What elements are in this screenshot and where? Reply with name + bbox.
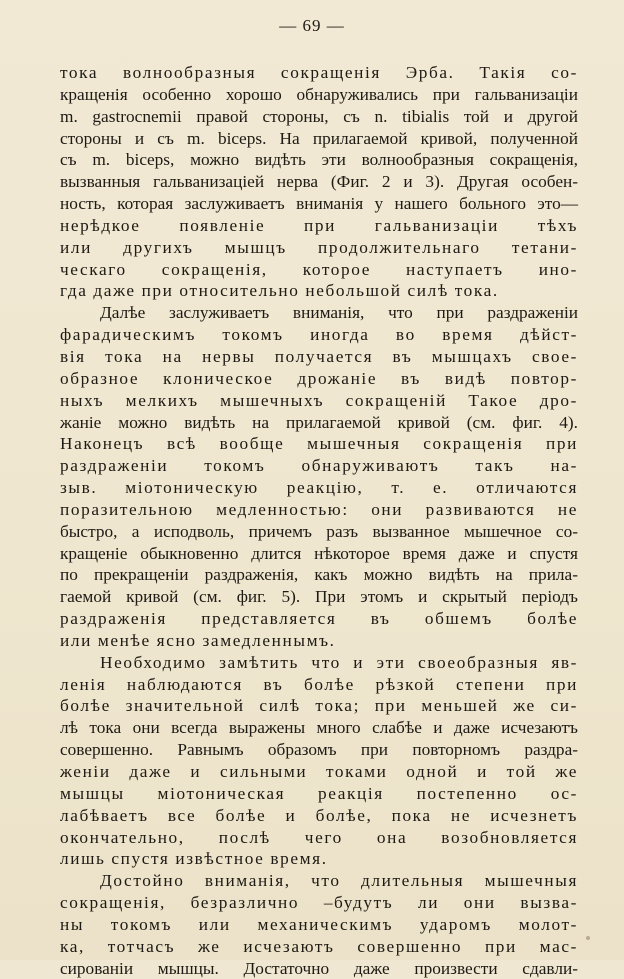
text-line: лѣ тока они всегда выражены много слабѣе и даже исчезаютъ xyxy=(60,718,578,738)
paper-speck xyxy=(586,936,590,940)
text-line: кращенія особенно хорошо обнаруживались при гальванизаціи xyxy=(60,84,578,104)
text-line: зыв. міотоническую реакцію, т. е. отличаются xyxy=(60,478,578,498)
text-line: гда даже при относительно небольшой силѣ тока. xyxy=(60,281,499,301)
text-line: окончательно, послѣ чего она возобновляется xyxy=(60,827,578,847)
text-line: или другихъ мышцъ продолжительнаго тетани- xyxy=(60,237,578,257)
text-line: кращеніе обыкновенно длится нѣкоторое время даже и спустя xyxy=(60,543,578,563)
text-line: сокращенія, безразлично –будутъ ли они вызва- xyxy=(60,893,578,913)
text-line: Далѣе заслуживаетъ вниманія, что при раздраженіи xyxy=(100,303,578,323)
text-line: ленія наблюдаются въ болѣе рѣзкой степени при xyxy=(60,674,578,694)
text-line: ныхъ мелкихъ мышечныхъ сокращеній Такое дро- xyxy=(60,390,578,410)
text-line: тока волнообразныя сокращенія Эрба. Такія со- xyxy=(60,63,578,82)
text-line: образное клоническое дрожаніе въ видѣ повтор- xyxy=(60,368,578,388)
text-line: вія тока на нервы получается въ мышцахъ свое- xyxy=(60,346,578,366)
text-line: ность, которая заслуживаетъ вниманія у нашего больного это— xyxy=(60,194,578,214)
text-line: ны токомъ или механическимъ ударомъ молот- xyxy=(60,914,578,934)
text-line: женіи даже и сильными токами одной и той же xyxy=(60,762,578,781)
text-line: m. gastrocnemii правой стороны, съ n. tibialis той и другой xyxy=(60,106,578,126)
text-line: мышцы міотоническая реакція постепенно ос- xyxy=(60,783,578,803)
text-line: стороны и съ m. biceps. На прилагаемой кривой, полученной xyxy=(60,128,578,148)
text-line: Необходимо замѣтить что и эти своеобразныя яв- xyxy=(100,652,578,672)
text-line: Достойно вниманія, что длительныя мышечныя xyxy=(100,871,578,891)
text-line: жаніе можно видѣть на прилагаемой кривой (см. фиг. 4). xyxy=(60,412,578,432)
text-line: гаемой кривой (см. фиг. 5). При этомъ и скрытый періодъ xyxy=(60,587,578,607)
text-line: лишь спустя извѣстное время. xyxy=(60,849,328,869)
text-line: раздраженія представляется въ обшемъ болѣе xyxy=(60,609,578,629)
text-line: лабѣваетъ все болѣе и болѣе, пока не исчезнетъ xyxy=(60,805,578,825)
text-line: ческаго сокращенія, которое наступаетъ ино- xyxy=(60,259,578,279)
text-line: ка, тотчасъ же исчезаютъ совершенно при мас- xyxy=(60,936,578,956)
text-line: Наконецъ всѣ вообще мышечныя сокращенія при xyxy=(60,434,578,454)
text-line: совершенно. Равнымъ образомъ при повторномъ раздра- xyxy=(60,740,578,760)
text-line: быстро, а исподволь, причемъ разъ вызванное мышечное со- xyxy=(60,521,578,541)
body-text xyxy=(60,62,578,979)
text-line: сированіи мышцы. Достаточно даже произвести сдавли- xyxy=(60,958,578,978)
page-number: — 69 — xyxy=(279,16,345,35)
text-line: вызванныя гальванизаціей нерва (Фиг. 2 и 3). Другая особен- xyxy=(60,172,578,192)
text-line: фарадическимъ токомъ иногда во время дѣйст- xyxy=(60,325,578,345)
text-line: поразительною медленностью: они развиваются не xyxy=(60,499,578,519)
text-line: съ m. biceps, можно видѣть эти волнообразныя сокращенія, xyxy=(60,150,578,170)
text-line: болѣе значительной силѣ тока; при меньшей же си- xyxy=(60,696,578,716)
text-line: раздраженіи токомъ обнаруживаютъ такъ на- xyxy=(60,456,578,476)
text-line: или менѣе ясно замедленнымъ. xyxy=(60,630,336,650)
text-line: по прекращеніи раздраженія, какъ можно видѣть на прила- xyxy=(60,565,578,585)
text-line: нерѣдкое появленіе при гальванизаціи тѣхъ xyxy=(60,215,578,235)
